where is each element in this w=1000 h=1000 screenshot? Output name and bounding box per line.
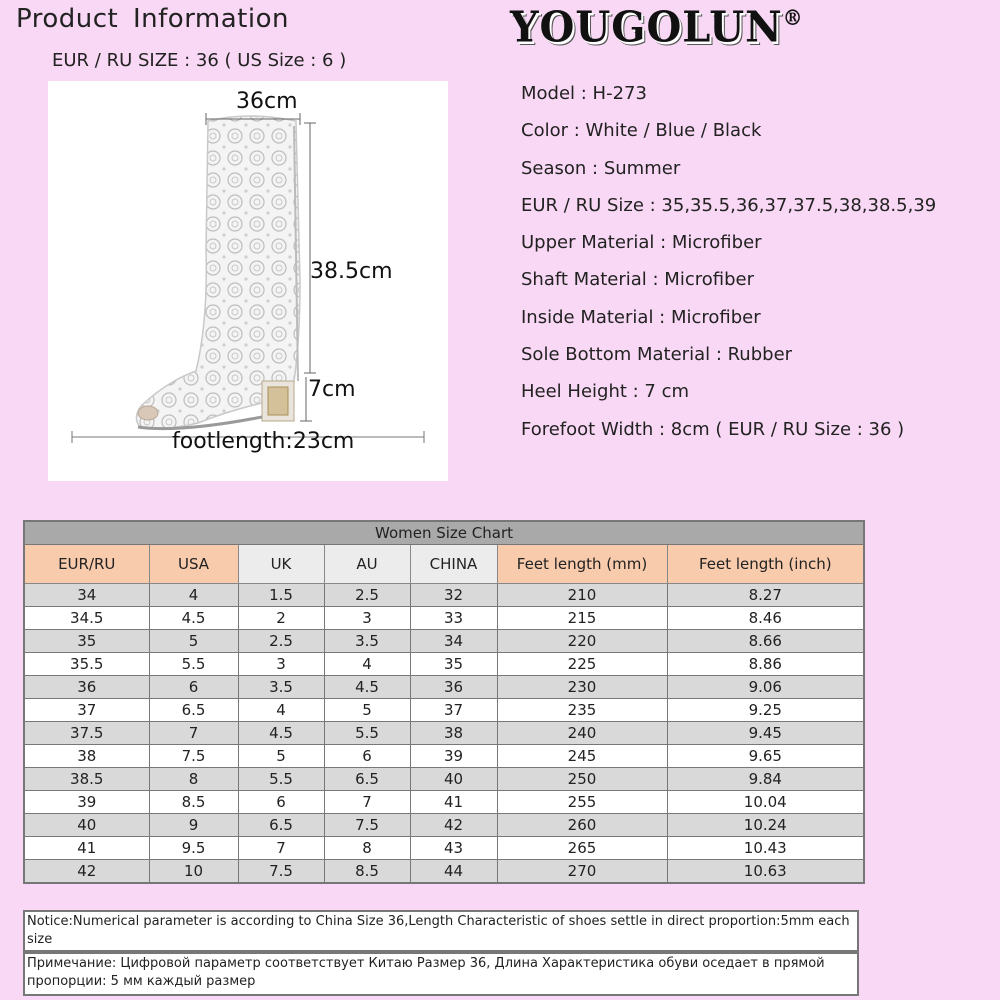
size-chart-cell: 9.45 bbox=[667, 722, 864, 745]
size-chart-cell: 39 bbox=[410, 745, 497, 768]
size-chart-cell: 5 bbox=[238, 745, 324, 768]
heel-height-label: 7cm bbox=[308, 377, 356, 402]
size-chart-cell: 8.66 bbox=[667, 630, 864, 653]
size-chart-cell: 40 bbox=[24, 814, 149, 837]
size-chart-row bbox=[24, 768, 864, 791]
size-chart-cell: 43 bbox=[410, 837, 497, 860]
size-chart-cell: 42 bbox=[24, 860, 149, 884]
column-header: USA bbox=[149, 545, 238, 584]
spec-list bbox=[521, 80, 936, 453]
size-chart-cell: 270 bbox=[497, 860, 667, 884]
size-chart-cell: 38 bbox=[410, 722, 497, 745]
size-chart-table bbox=[23, 520, 865, 884]
size-chart-cell: 265 bbox=[497, 837, 667, 860]
size-chart-cell: 4 bbox=[238, 699, 324, 722]
size-chart-cell: 37 bbox=[410, 699, 497, 722]
size-chart-cell: 225 bbox=[497, 653, 667, 676]
spec-sole-material: Sole Bottom Material : Rubber bbox=[521, 344, 793, 366]
size-chart-cell: 220 bbox=[497, 630, 667, 653]
size-chart-cell: 8.86 bbox=[667, 653, 864, 676]
size-chart-row bbox=[24, 791, 864, 814]
column-header: UK bbox=[238, 545, 324, 584]
size-chart-cell: 10.24 bbox=[667, 814, 864, 837]
size-chart-cell: 39 bbox=[24, 791, 149, 814]
size-chart-cell: 5.5 bbox=[324, 722, 410, 745]
size-chart-cell: 1.5 bbox=[238, 584, 324, 607]
size-chart-cell: 38.5 bbox=[24, 768, 149, 791]
size-chart-cell: 2 bbox=[238, 607, 324, 630]
size-chart-cell: 9.65 bbox=[667, 745, 864, 768]
size-chart-cell: 10 bbox=[149, 860, 238, 884]
size-chart-cell: 255 bbox=[497, 791, 667, 814]
size-chart-cell: 42 bbox=[410, 814, 497, 837]
size-chart-cell: 9.25 bbox=[667, 699, 864, 722]
spec-model: Model : H-273 bbox=[521, 83, 647, 104]
size-chart-title: Women Size Chart bbox=[24, 521, 864, 545]
size-chart-cell: 5 bbox=[324, 699, 410, 722]
size-chart-cell: 3 bbox=[324, 607, 410, 630]
size-chart-cell: 245 bbox=[497, 745, 667, 768]
size-chart-cell: 8 bbox=[149, 768, 238, 791]
size-chart-row bbox=[24, 860, 864, 884]
spec-upper-material: Upper Material : Microfiber bbox=[521, 232, 762, 254]
notice-english: Notice:Numerical parameter is according to China Size 36,Length Characteristic of shoes settle in direct proportion:5mm each size bbox=[23, 910, 859, 952]
size-chart-cell: 41 bbox=[410, 791, 497, 814]
size-chart-body bbox=[24, 584, 864, 884]
spec-shaft-material: Shaft Material : Microfiber bbox=[521, 269, 754, 291]
size-chart-row bbox=[24, 676, 864, 699]
size-chart-cell: 6 bbox=[149, 676, 238, 699]
page-title: Product Information bbox=[16, 4, 289, 34]
size-chart-cell: 9.84 bbox=[667, 768, 864, 791]
spec-inside-material: Inside Material : Microfiber bbox=[521, 306, 761, 328]
shaft-height-label: 38.5cm bbox=[310, 259, 393, 284]
spec-color: Color : White / Blue / Black bbox=[521, 120, 762, 142]
product-photo bbox=[48, 81, 448, 481]
size-chart-cell: 7 bbox=[238, 837, 324, 860]
size-chart-cell: 230 bbox=[497, 676, 667, 699]
size-chart-cell: 7.5 bbox=[149, 745, 238, 768]
size-chart-cell: 6.5 bbox=[149, 699, 238, 722]
size-chart-cell: 34.5 bbox=[24, 607, 149, 630]
size-chart-cell: 210 bbox=[497, 584, 667, 607]
size-chart-cell: 32 bbox=[410, 584, 497, 607]
size-chart-cell: 8.46 bbox=[667, 607, 864, 630]
column-header: EUR/RU bbox=[24, 545, 149, 584]
size-chart-cell: 4.5 bbox=[324, 676, 410, 699]
spec-heel-height: Heel Height : 7 cm bbox=[521, 381, 690, 403]
size-chart-cell: 37 bbox=[24, 699, 149, 722]
shaft-width-label: 36cm bbox=[236, 89, 298, 114]
foot-length-label: footlength:23cm bbox=[172, 429, 355, 454]
size-chart-row bbox=[24, 584, 864, 607]
size-chart-cell: 36 bbox=[410, 676, 497, 699]
sample-size-note: EUR / RU SIZE : 36 ( US Size : 6 ) bbox=[52, 50, 347, 71]
size-chart-cell: 8.5 bbox=[324, 860, 410, 884]
column-header: AU bbox=[324, 545, 410, 584]
size-chart-cell: 2.5 bbox=[324, 584, 410, 607]
size-chart-cell: 2.5 bbox=[238, 630, 324, 653]
size-chart-cell: 10.63 bbox=[667, 860, 864, 884]
size-chart-cell: 240 bbox=[497, 722, 667, 745]
size-chart-cell: 8.27 bbox=[667, 584, 864, 607]
size-chart-cell: 3 bbox=[238, 653, 324, 676]
registered-mark: ® bbox=[782, 4, 804, 31]
size-chart-row bbox=[24, 699, 864, 722]
size-chart-cell: 5 bbox=[149, 630, 238, 653]
size-chart-cell: 9 bbox=[149, 814, 238, 837]
size-chart-cell: 6 bbox=[324, 745, 410, 768]
size-chart-cell: 6 bbox=[238, 791, 324, 814]
spec-season: Season : Summer bbox=[521, 157, 681, 179]
size-chart-row bbox=[24, 837, 864, 860]
size-chart-cell: 44 bbox=[410, 860, 497, 884]
column-header: CHINA bbox=[410, 545, 497, 584]
spec-sizes: EUR / RU Size : 35,35.5,36,37,37.5,38,38.5,39 bbox=[521, 194, 937, 216]
size-chart-cell: 3.5 bbox=[324, 630, 410, 653]
size-chart-cell: 4.5 bbox=[238, 722, 324, 745]
size-chart-cell: 8 bbox=[324, 837, 410, 860]
size-chart-cell: 37.5 bbox=[24, 722, 149, 745]
size-chart-cell: 3.5 bbox=[238, 676, 324, 699]
size-chart-cell: 7 bbox=[324, 791, 410, 814]
size-chart-cell: 7.5 bbox=[324, 814, 410, 837]
size-chart-cell: 34 bbox=[24, 584, 149, 607]
notice-russian: Примечание: Цифровой параметр соответствует Китаю Размер 36, Длина Характеристика обуви оседает в прямой пропорции: 5 мм каждый размер bbox=[23, 952, 859, 996]
size-chart-cell: 7 bbox=[149, 722, 238, 745]
size-chart-cell: 34 bbox=[410, 630, 497, 653]
size-chart-row bbox=[24, 630, 864, 653]
column-header: Feet length (inch) bbox=[667, 545, 864, 584]
size-chart-cell: 36 bbox=[24, 676, 149, 699]
size-chart-cell: 35 bbox=[410, 653, 497, 676]
size-chart-row bbox=[24, 722, 864, 745]
size-chart-cell: 4.5 bbox=[149, 607, 238, 630]
size-chart-cell: 10.04 bbox=[667, 791, 864, 814]
size-chart-cell: 235 bbox=[497, 699, 667, 722]
size-chart-cell: 250 bbox=[497, 768, 667, 791]
size-chart-cell: 260 bbox=[497, 814, 667, 837]
size-chart-row bbox=[24, 814, 864, 837]
size-chart-row bbox=[24, 745, 864, 768]
spec-forefoot-width: Forefoot Width : 8cm ( EUR / RU Size : 36 ) bbox=[521, 418, 905, 440]
size-chart-cell: 41 bbox=[24, 837, 149, 860]
size-chart-cell: 8.5 bbox=[149, 791, 238, 814]
size-chart-cell: 33 bbox=[410, 607, 497, 630]
column-header: Feet length (mm) bbox=[497, 545, 667, 584]
brand-logo bbox=[510, 3, 804, 52]
size-chart-cell: 40 bbox=[410, 768, 497, 791]
size-chart-cell: 4 bbox=[324, 653, 410, 676]
size-chart-cell: 6.5 bbox=[238, 814, 324, 837]
size-chart-cell: 35.5 bbox=[24, 653, 149, 676]
size-chart-row bbox=[24, 607, 864, 630]
size-chart-cell: 5.5 bbox=[149, 653, 238, 676]
size-chart-cell: 6.5 bbox=[324, 768, 410, 791]
size-chart-cell: 10.43 bbox=[667, 837, 864, 860]
brand-name: YOUGOLUN bbox=[510, 2, 783, 53]
size-chart-cell: 7.5 bbox=[238, 860, 324, 884]
size-chart-cell: 38 bbox=[24, 745, 149, 768]
size-chart-cell: 9.5 bbox=[149, 837, 238, 860]
size-chart-header-row bbox=[24, 545, 864, 584]
size-chart-cell: 215 bbox=[497, 607, 667, 630]
size-chart-row bbox=[24, 653, 864, 676]
size-chart-cell: 4 bbox=[149, 584, 238, 607]
size-chart-cell: 5.5 bbox=[238, 768, 324, 791]
size-chart-cell: 35 bbox=[24, 630, 149, 653]
size-chart-cell: 9.06 bbox=[667, 676, 864, 699]
